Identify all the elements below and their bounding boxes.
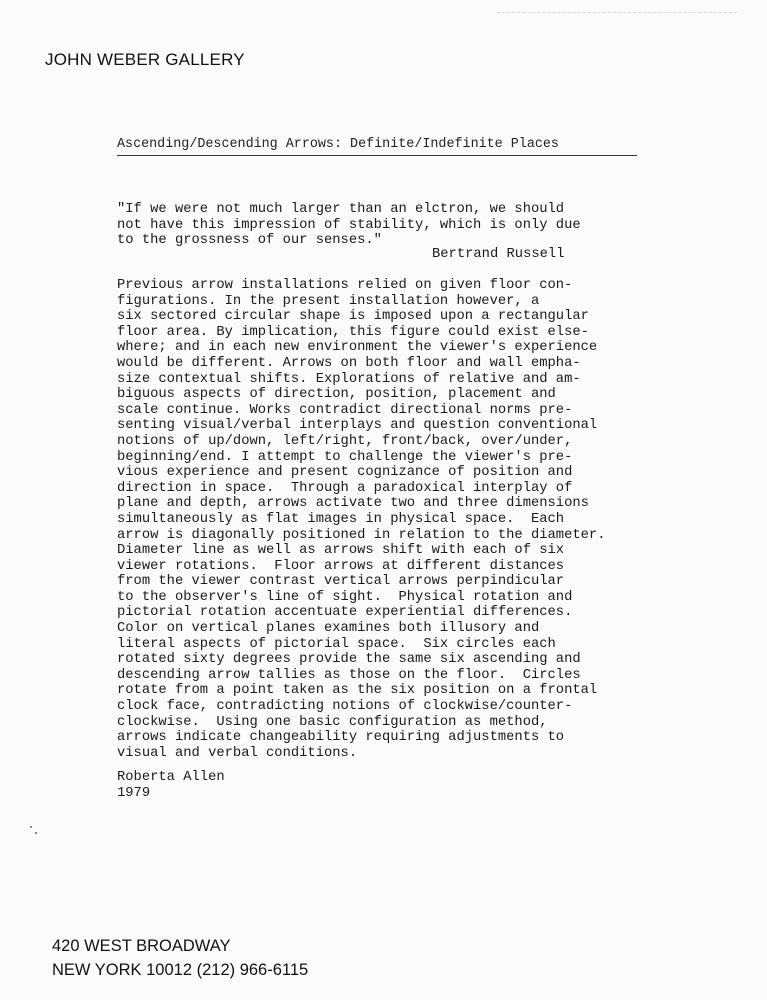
gallery-letterhead: JOHN WEBER GALLERY (45, 50, 245, 69)
epigraph-attribution: Bertrand Russell (432, 247, 565, 262)
address-street: 420 WEST BROADWAY (52, 937, 231, 955)
paper-speck (35, 832, 37, 834)
paper-marks (497, 12, 737, 15)
gallery-address (52, 934, 308, 982)
signature-year: 1979 (117, 785, 151, 801)
signature-block (117, 770, 225, 801)
document-title: Ascending/Descending Arrows: Definite/Indefinite Places (117, 135, 637, 156)
address-city-phone: NEW YORK 10012 (212) 966-6115 (52, 961, 309, 979)
paper-speck (30, 826, 32, 828)
epigraph-quote: "If we were not much larger than an elctron, we should not have this impression of stability, which is only due to the grossness of our senses." (117, 202, 581, 249)
author-name: Roberta Allen (117, 770, 225, 785)
statement-body: Previous arrow installations relied on given floor con- figurations. In the present installation however, a six sectored circular shape is imposed upon a rectangular floor area. By implication, this figure could exist else- where; and in each new environment the viewer's experience would be different. Arrows on both floor and wall empha- size contextual shifts. Explorations of relative and am- biguous aspects of direction, position, placement and scale continue. Works contradict directional norms pre- senting visual/verbal interplays and question conventional notions of up/down, left/right, front/back, over/under, beginning/end. I attempt to challenge the viewer's pre- vious experience and present cognizance of position and direction in space. Through a paradoxical interplay of plane and depth, arrows activate two and three dimensions simultaneously as flat images in physical space. Each arrow is diagonally positioned in relation to the diameter. Diameter line as well as arrows shift with each of six viewer rotations. Floor arrows at different distances from the viewer contrast vertical arrows perpindicular to the observer's line of sight. Physical rotation and pictorial rotation accentuate experiential differences. Color on vertical planes examines both illusory and literal aspects of pictorial space. Six circles each rotated sixty degrees provide the same six ascending and descending arrow tallies as those on the floor. Circles rotate from a point taken as the six position on a frontal clock face, contradicting notions of clockwise/counter- clockwise. Using one basic configuration as method, arrows indicate changeability requiring adjustments to visual and verbal conditions. (117, 278, 606, 761)
